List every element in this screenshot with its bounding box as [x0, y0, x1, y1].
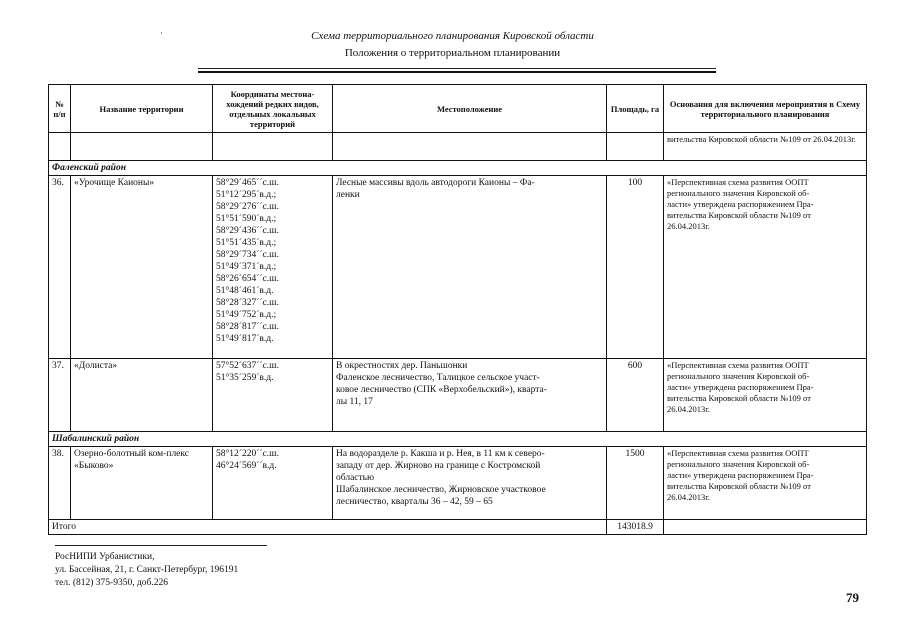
row-area: 600 — [607, 359, 664, 432]
row-name: Озерно-болотный ком-плекс «Быково» — [71, 447, 213, 520]
section-row-shabalino — [49, 432, 867, 447]
header-num: № п/п — [49, 85, 71, 133]
document-title: Схема территориального планирования Кировской области — [311, 30, 594, 42]
row-basis: «Перспективная схема развития ООПТ регионального значения Кировской об- ласти» утверждена распоряжением Пра- вительства Кировской области №109 от 26.04.2013г. — [664, 359, 867, 432]
row-location: На водоразделе р. Какша и р. Нея, в 11 км к северо- западу от дер. Жирново на границе с Костромской областью Шабалинское лесничество, Жирновское участковое лесничество, кварталы 36 – 42, 59 – 65 — [333, 447, 607, 520]
row-name: «Долиста» — [71, 359, 213, 432]
footer-rule — [55, 545, 267, 546]
header-location: Местоположение — [333, 85, 607, 133]
row-area: 1500 — [607, 447, 664, 520]
header-rule-thick — [198, 71, 716, 73]
section-title-shabalino: Шабалинский район — [49, 432, 867, 447]
row-basis: «Перспективная схема развития ООПТ регионального значения Кировской об- ласти» утверждена распоряжением Пра- вительства Кировской области №109 от 26.04.2013г. — [664, 176, 867, 359]
row-coords: 58°12´220´´с.ш. 46°24´569´´в.д. — [213, 447, 333, 520]
row-location: Лесные массивы вдоль автодороги Каионы – Фа- ленки — [333, 176, 607, 359]
footer-address: РосНИПИ Урбанистики, ул. Бассейная, 21, г. Санкт-Петербург, 196191 тел. (812) 375-9350, доб.226 — [55, 552, 239, 588]
row-num: 37. — [49, 359, 71, 432]
total-label: Итого — [49, 520, 607, 535]
table-row-continuation — [49, 133, 867, 161]
row-num: 38. — [49, 447, 71, 520]
row-basis: «Перспективная схема развития ООПТ регионального значения Кировской об- ласти» утверждена распоряжением Пра- вительства Кировской области №109 от 26.04.2013г. — [664, 447, 867, 520]
territories-table — [48, 84, 867, 535]
row-num: 36. — [49, 176, 71, 359]
table-row — [49, 176, 867, 359]
section-row-falenki — [49, 161, 867, 176]
scan-speck: · — [160, 28, 163, 38]
table-header-row — [49, 85, 867, 133]
table-row — [49, 447, 867, 520]
page-number: 79 — [846, 590, 859, 605]
continuation-basis: вительства Кировской области №109 от 26.04.2013г. — [664, 133, 867, 161]
total-value: 143018.9 — [607, 520, 664, 535]
row-name: «Урочище Каионы» — [71, 176, 213, 359]
total-row — [49, 520, 867, 535]
section-title-falenki: Фаленский район — [49, 161, 867, 176]
header-area: Площадь, га — [607, 85, 664, 133]
header-coords: Координаты местона-хождений редких видов, отдельных локальных территорий — [213, 85, 333, 133]
header-name: Название территории — [71, 85, 213, 133]
row-area: 100 — [607, 176, 664, 359]
row-location: В окрестностях дер. Паньшонки Фаленское лесничество, Талицкое сельское участ- ковое лесничество (СПК «Верхобельский»), кварта- лы 11, 17 — [333, 359, 607, 432]
row-coords: 58°29´465´´с.ш. 51°12´295´в.д.; 58°29´276´´с.ш. 51°51´590´в.д.; 58°29´436´´с.ш. 51°51´435´в.д.; 58°29´734´´с.ш. 51°49´371´в.д.; 58°26´654´´с.ш. 51°48´461´в.д. 58°28´327´´с.ш. 51°49´752´в.д.; 58°28´817´´с.ш. 51°49´817´в.д. — [213, 176, 333, 359]
header-rule-thin — [198, 68, 716, 69]
table-row — [49, 359, 867, 432]
row-coords: 57°52´637´´с.ш. 51°35´259´в.д. — [213, 359, 333, 432]
header-basis: Основания для включения мероприятия в Схему территориального планирования — [664, 85, 867, 133]
document-subtitle: Положения о территориальном планировании — [344, 47, 561, 59]
